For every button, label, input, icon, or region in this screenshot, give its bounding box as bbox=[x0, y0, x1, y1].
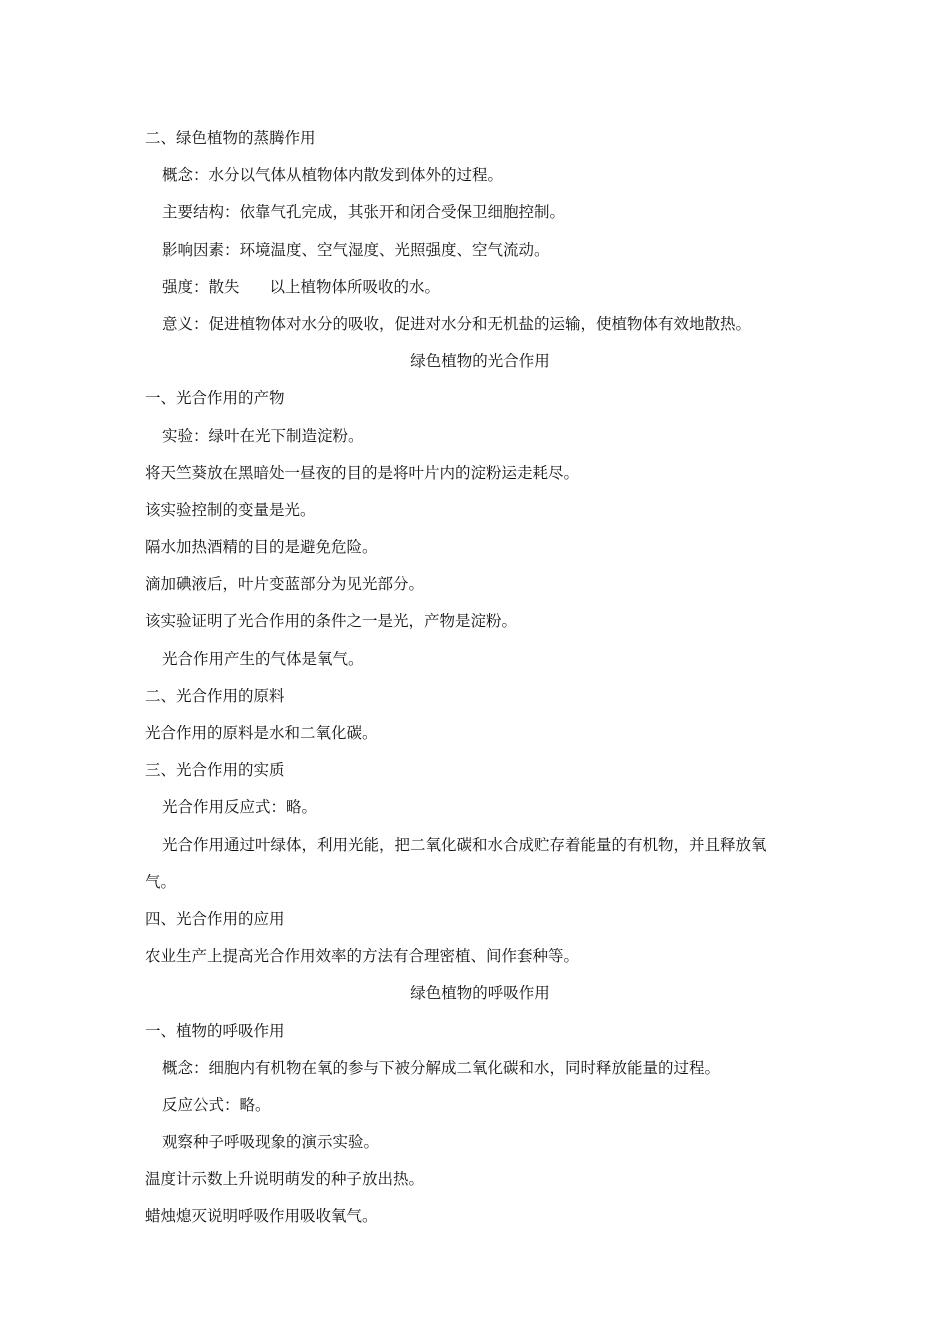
section-heading-essence: 三、光合作用的实质 bbox=[145, 761, 285, 780]
section-heading-materials: 二、光合作用的原料 bbox=[145, 686, 285, 705]
paragraph-concept: 概念：水分以气体从植物体内散发到体外的过程。 bbox=[162, 166, 504, 185]
paragraph-oxygen: 光合作用产生的气体是氧气。 bbox=[162, 649, 364, 668]
paragraph-factors: 影响因素：环境温度、空气湿度、光照强度、空气流动。 bbox=[162, 240, 550, 259]
intensity-rest: 以上植物体所吸收的水。 bbox=[269, 277, 441, 296]
paragraph-respiration-concept: 概念：细胞内有机物在氧的参与下被分解成二氧化碳和水，同时释放能量的过程。 bbox=[162, 1058, 721, 1077]
paragraph-equation: 光合作用反应式：略。 bbox=[162, 798, 318, 817]
paragraph-intensity bbox=[145, 269, 815, 306]
chapter-title-respiration: 绿色植物的呼吸作用 bbox=[410, 984, 550, 1003]
paragraph-dark-treatment: 将天竺葵放在黑暗处一昼夜的目的是将叶片内的淀粉运走耗尽。 bbox=[145, 463, 580, 482]
paragraph-application: 农业生产上提高光合作用效率的方法有合理密植、间作套种等。 bbox=[145, 947, 580, 966]
paragraph-seed-experiment: 观察种子呼吸现象的演示实验。 bbox=[162, 1133, 380, 1152]
section-heading-application: 四、光合作用的应用 bbox=[145, 909, 285, 928]
paragraph-alcohol: 隔水加热酒精的目的是避免危险。 bbox=[145, 538, 378, 557]
paragraph-candle: 蜡烛熄灭说明呼吸作用吸收氧气。 bbox=[145, 1207, 378, 1226]
paragraph-essence: 光合作用通过叶绿体，利用光能，把二氧化碳和水合成贮存着能量的有机物，并且释放氧 bbox=[162, 835, 767, 854]
paragraph-iodine: 滴加碘液后，叶片变蓝部分为见光部分。 bbox=[145, 575, 425, 594]
section-heading-products: 一、光合作用的产物 bbox=[145, 389, 285, 408]
paragraph-materials: 光合作用的原料是水和二氧化碳。 bbox=[145, 724, 378, 742]
document-page bbox=[145, 120, 815, 1236]
paragraph-significance: 意义：促进植物体对水分的吸收，促进对水分和无机盐的运输，使植物体有效地散热。 bbox=[162, 314, 752, 333]
section-heading-respiration: 一、植物的呼吸作用 bbox=[145, 1021, 285, 1040]
paragraph-respiration-formula: 反应公式：略。 bbox=[162, 1095, 271, 1114]
paragraph-variable: 该实验控制的变量是光。 bbox=[145, 500, 316, 519]
paragraph-main-structure: 主要结构：依靠气孔完成，其张开和闭合受保卫细胞控制。 bbox=[162, 203, 566, 222]
paragraph-essence-continued: 气。 bbox=[145, 872, 177, 891]
section-heading-transpiration: 二、绿色植物的蒸腾作用 bbox=[145, 129, 316, 147]
intensity-label: 强度：散失 bbox=[162, 277, 240, 296]
chapter-title-photosynthesis: 绿色植物的光合作用 bbox=[410, 352, 550, 371]
paragraph-experiment: 实验：绿叶在光下制造淀粉。 bbox=[162, 426, 364, 445]
paragraph-thermometer: 温度计示数上升说明萌发的种子放出热。 bbox=[145, 1170, 425, 1189]
paragraph-conclusion: 该实验证明了光合作用的条件之一是光，产物是淀粉。 bbox=[145, 612, 518, 631]
